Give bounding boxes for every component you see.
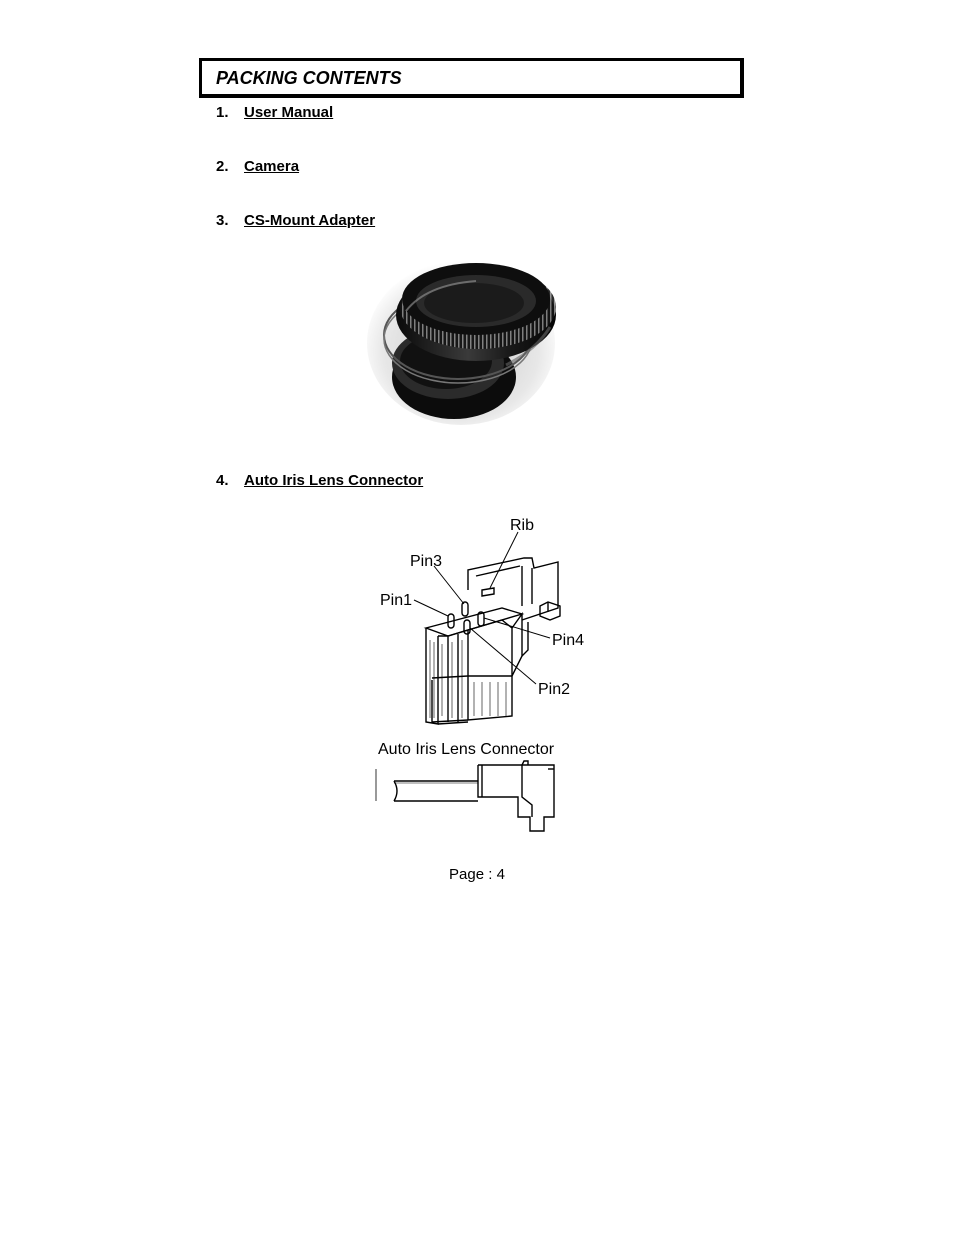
- section-header: [199, 58, 744, 98]
- label-pin3: Pin3: [410, 553, 443, 570]
- list-item-label: CS-Mount Adapter: [244, 212, 376, 229]
- label-pin2: Pin2: [538, 681, 571, 698]
- plug-caption: Auto Iris Lens Connector: [378, 741, 555, 758]
- label-pin1: Pin1: [380, 592, 413, 609]
- label-pin4: Pin4: [552, 632, 585, 649]
- page-number: Page : 4: [449, 866, 505, 883]
- list-item-camera: [216, 158, 299, 175]
- list-item-auto-iris-lens-connector: [216, 472, 423, 489]
- list-item-number: 4.: [216, 472, 229, 489]
- list-item-label: Camera: [244, 158, 300, 175]
- list-item-number: 2.: [216, 158, 229, 175]
- list-item-label: Auto Iris Lens Connector: [244, 472, 424, 489]
- section-title: PACKING CONTENTS: [216, 68, 402, 88]
- list-item-label: User Manual: [244, 104, 334, 121]
- cs-mount-adapter-photo: [366, 255, 556, 425]
- list-item-number: 1.: [216, 104, 229, 121]
- list-item-number: 3.: [216, 212, 229, 229]
- connector-pinout-diagram: [372, 510, 594, 740]
- connector-plug-diagram: [372, 735, 587, 835]
- label-rib: Rib: [510, 517, 535, 534]
- list-item-user-manual: [216, 104, 333, 121]
- list-item-cs-mount-adapter: [216, 212, 375, 229]
